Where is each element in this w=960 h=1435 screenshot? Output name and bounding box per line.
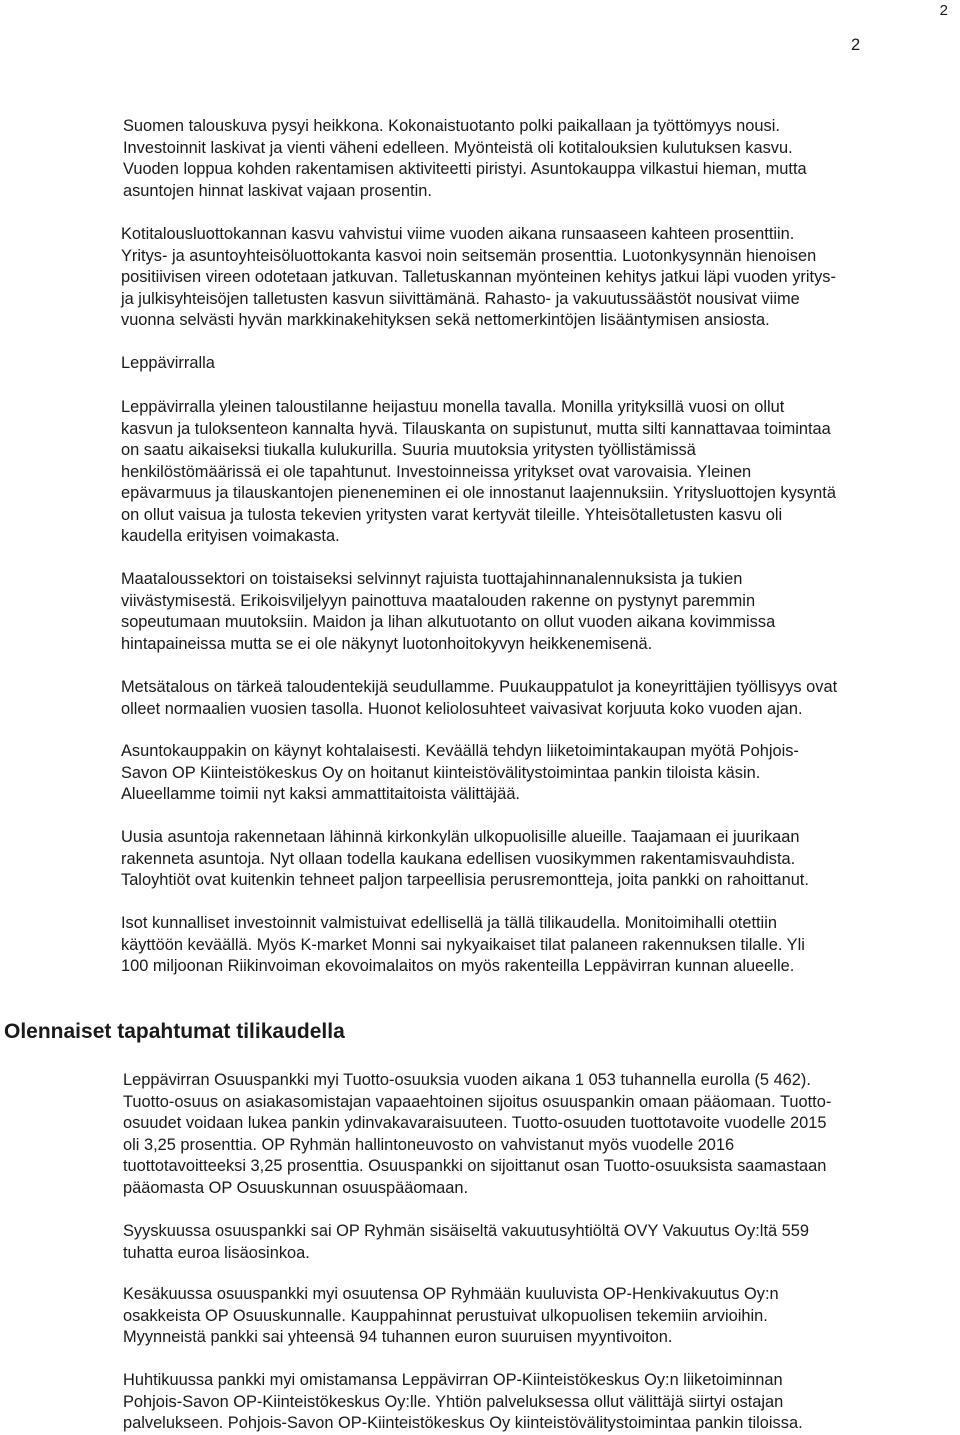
paragraph-credit-growth: Kotitalousluottokannan kasvu vahvistui viime vuoden aikana runsaaseen kahteen prosenttiin. Yritys- ja asuntoyhteisöluottokanta kasvoi noin seitsemän prosenttia. Luotonkysynnän hienoisen positiivisen vireen odotetaan jatkuvan. Talletuskannan myönteinen kehitys jatkui läpi vuoden yritys- ja julkisyhteisöjen talletusten kasvun siivittämänä. Rahasto- ja vakuutussäästöt nousivat viime vuonna selvästi hyvän markkinakehityksen sekä nettomerkintöjen lisääntymisen ansiosta. [121,225,836,329]
paragraph-real-estate-business-sale: Huhtikuussa pankki myi omistamansa Leppävirran OP-Kiinteistökeskus Oy:n liiketoiminnan Pohjois-Savon OP-Kiinteistökeskus Oy:lle. Yhtiön palveluksessa ollut välittäjä siirtyi ostajan palvelukseen. Pohjois-Savon OP-Kiinteistökeskus Oy kiinteistövälitystoimintaa pankin tiloissa. [123,1371,803,1432]
page-number-inner: 2 [851,36,861,54]
paragraph-new-housing: Uusia asuntoja rakennetaan lähinnä kirkonkylän ulkopuolisille alueille. Taajamaan ei juurikaan rakenneta asuntoja. Nyt ollaan todella kaukana edellisen vuosikymmen rakentamisvauhdista. Taloyhtiöt ovat kuitenkin tehneet paljon tarpeellisia perusremontteja, joita pankki on rahoittanut. [121,828,809,889]
paragraph-municipal-investments: Isot kunnalliset investoinnit valmistuivat edellisellä ja tällä tilikaudella. Monitoimihalli otettiin käyttöön keväällä. Myös K-market Monni sai nykyaikaiset tilat palaneen rakennuksen tilalle. Yli 100 miljoonan Riikinvoiman ekovoimalaitos on myös rakenteilla Leppävirran kunnan alueelle. [121,914,805,975]
paragraph-local-economy: Leppävirralla yleinen taloustilanne heijastuu monella tavalla. Monilla yrityksillä vuosi on ollut kasvun ja tuloksenteon kannalta hyvä. Tilauskanta on supistunut, mutta silti kannattavaa toimintaa on saatu aikaiseksi tiukalla kulukurilla. Suuria muutoksia yritysten työllistämissä henkilöstömäärissä ei ole tapahtunut. Investoinneissa yritykset ovat varovaisia. Yleinen epävarmuus ja tilauskantojen pieneneminen ei ole innostanut laajennuksiin. Yritysluottojen kysyntä on ollut vaisua ja tulosta tekevien yritysten varat kertyvät tileille. Yhteisötalletusten kasvu oli kaudella erityisen voimakasta. [121,398,836,545]
paragraph-agriculture: Maataloussektori on toistaiseksi selvinnyt rajuista tuottajahinnanalennuksista ja tukien viivästymisestä. Erikoisviljelyyn painottuva maatalouden rakenne on pystynyt paremmin sopeutumaan muutoksiin. Maidon ja lihan alkutuotanto on ollut vuoden aikana kovimmissa hintapaineissa mutta se ei ole näkynyt luotonhoitokyvyn heikkenemisenä. [121,570,776,653]
paragraph-tuotto-osuus: Leppävirran Osuuspankki myi Tuotto-osuuksia vuoden aikana 1 053 tuhannella eurolla (5 462). Tuotto-osuus on asiakasomistajan vapaaehtoinen sijoitus osuuspankin omaan pääomaan. Tuotto- osuudet voidaan lukea pankin ydinvakavaraisuuteen. Tuotto-osuuden tuottotavoite vuodelle 2015 oli 3,25 prosenttia. OP Ryhmän hallintoneuvosto on vahvistanut myös vuodelle 2016 tuottotavoitteeksi 3,25 prosenttia. Osuuspankki on sijoittanut osan Tuotto-osuuksista saamastaan pääomasta OP Osuuskunnan osuuspääomaan. [123,1071,832,1197]
page-number-outer: 2 [939,2,948,19]
paragraph-additional-dividend: Syyskuussa osuuspankki sai OP Ryhmän sisäiseltä vakuutusyhtiöltä OVY Vakuutus Oy:ltä 559 tuhatta euroa lisäosinkoa. [123,1222,810,1262]
paragraph-forestry: Metsätalous on tärkeä taloudentekijä seudullamme. Puukauppatulot ja koneyrittäjien työllisyys ovat olleet normaalien vuosien tasolla. Huonot keliolosuhteet vaivasivat korjuuta koko vuoden ajan. [121,678,838,718]
section-heading: Olennaiset tapahtumat tilikaudella [4,1020,345,1043]
subheading-leppavirralla: Leppävirralla [121,354,215,372]
paragraph-economy-overview: Suomen talouskuva pysyi heikkona. Kokonaistuotanto polki paikallaan ja työttömyys nousi. Investoinnit laskivat ja vienti väheni edelleen. Myönteistä oli kotitalouksien kulutuksen kasvu. Vuoden loppua kohden rakentamisen aktiviteetti piristyi. Asuntokauppa vilkastui hieman, mutta asuntojen hinnat laskivat vajaan prosentin. [123,117,807,200]
paragraph-share-sale: Kesäkuussa osuuspankki myi osuutensa OP Ryhmään kuuluvista OP-Henkivakuutus Oy:n osakkeista OP Osuuskunnalle. Kauppahinnat perustuivat ulkopuolisen tekemiin arvioihin. Myynneistä pankki sai yhteensä 94 tuhannen euron suuruisen myyntivoiton. [123,1285,779,1346]
paragraph-housing-trade: Asuntokauppakin on käynyt kohtalaisesti. Keväällä tehdyn liiketoimintakaupan myötä Pohjois- Savon OP Kiinteistökeskus Oy on hoitanut kiinteistövälitystoimintaa pankin tiloista käsin. Alueellamme toimii nyt kaksi ammattitaitoista välittäjää. [121,742,799,803]
